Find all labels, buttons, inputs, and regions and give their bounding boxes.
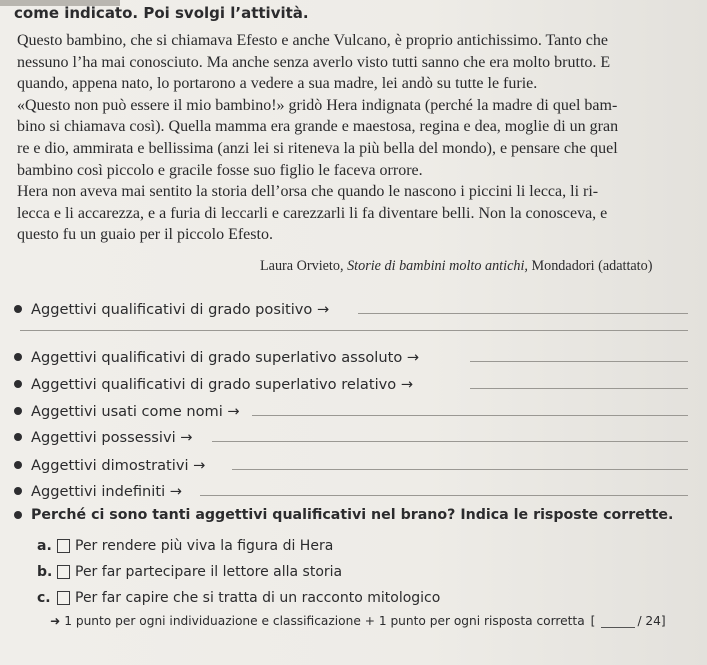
item-label: Aggettivi indefiniti → bbox=[31, 482, 183, 500]
bullet-icon bbox=[14, 305, 22, 313]
option-letter: c. bbox=[37, 590, 51, 606]
passage-line: quando, appena nato, lo portarono a vedere a sua madre, lei andò su tutte le furie. bbox=[17, 75, 538, 93]
passage-line: Hera non aveva mai sentito la storia dell’orsa che quando le nascono i piccini li lecca, li ri- bbox=[17, 183, 599, 201]
passage-line: bambino così piccolo e gracile fosse suo figlio le faceva orrore. bbox=[17, 161, 423, 179]
score-input-line[interactable] bbox=[601, 615, 635, 628]
option-b bbox=[37, 564, 342, 580]
item-absolute-superlative bbox=[14, 346, 419, 368]
item-relative-superlative bbox=[14, 373, 413, 395]
scoring-text: 1 punto per ogni individuazione e classificazione + 1 punto per ogni risposta corretta bbox=[64, 614, 585, 628]
option-text: Per far partecipare il lettore alla storia bbox=[75, 564, 343, 580]
item-positive-grade bbox=[14, 298, 329, 320]
bullet-icon bbox=[14, 380, 22, 388]
answer-line-possessive[interactable] bbox=[212, 441, 688, 442]
option-text: Per far capire che si tratta di un racconto mitologico bbox=[75, 590, 441, 606]
arrow-icon: ➜ bbox=[50, 614, 61, 628]
story-passage bbox=[17, 30, 683, 246]
item-indefinite bbox=[14, 480, 182, 502]
item-used-as-nouns bbox=[14, 400, 240, 422]
source-publisher: Mondadori (adattato) bbox=[531, 258, 653, 274]
option-letter: b. bbox=[37, 564, 53, 580]
passage-line: re e dio, ammirata e bellissima (anzi lei si riteneva la più bella del mondo), e pensare che quel bbox=[17, 139, 618, 157]
answer-line-nouns[interactable] bbox=[252, 415, 688, 416]
bullet-icon bbox=[14, 353, 22, 361]
bullet-icon bbox=[14, 487, 22, 495]
question-why-adjectives bbox=[14, 507, 673, 523]
checkbox-b[interactable] bbox=[57, 565, 70, 579]
passage-line: nessuno l’ha mai conosciuto. Ma anche senza averlo visto tutti sanno che era molto brutto. E bbox=[17, 53, 611, 71]
passage-line: bino si chiamava così). Quella mamma era grande e maestosa, regina e dea, moglie di un gran bbox=[17, 118, 619, 136]
item-demonstrative bbox=[14, 454, 205, 476]
source-citation bbox=[260, 258, 652, 275]
option-letter: a. bbox=[37, 538, 52, 554]
scoring-footer bbox=[50, 614, 666, 628]
answer-line-indefinite[interactable] bbox=[200, 495, 688, 496]
bullet-icon bbox=[14, 511, 22, 519]
option-c bbox=[37, 590, 440, 606]
answer-line-positive[interactable] bbox=[358, 313, 688, 314]
item-possessive bbox=[14, 426, 193, 448]
source-title: Storie di bambini molto antichi, bbox=[347, 258, 528, 274]
score-bracket: [ bbox=[590, 614, 596, 628]
question-text: Perché ci sono tanti aggettivi qualificativi nel brano? Indica le risposte corrette. bbox=[31, 507, 674, 523]
answer-line-positive-2[interactable] bbox=[20, 330, 688, 331]
option-a bbox=[37, 538, 333, 554]
checkbox-a[interactable] bbox=[57, 539, 70, 553]
item-label: Aggettivi qualificativi di grado positivo → bbox=[31, 300, 330, 318]
option-text: Per rendere più viva la figura di Hera bbox=[75, 538, 334, 554]
score-total: / 24] bbox=[637, 614, 666, 628]
checkbox-c[interactable] bbox=[57, 591, 70, 605]
item-label: Aggettivi possessivi → bbox=[31, 428, 193, 446]
bullet-icon bbox=[14, 461, 22, 469]
item-label: Aggettivi usati come nomi → bbox=[31, 402, 240, 420]
passage-line: «Questo non può essere il mio bambino!» gridò Hera indignata (perché la madre di quel bam- bbox=[17, 96, 618, 114]
item-label: Aggettivi dimostrativi → bbox=[31, 456, 206, 474]
source-author: Laura Orvieto, bbox=[260, 258, 344, 274]
passage-line: Questo bambino, che si chiamava Efesto e anche Vulcano, è proprio antichissimo. Tanto che bbox=[17, 32, 608, 49]
item-label: Aggettivi qualificativi di grado superlativo relativo → bbox=[31, 375, 414, 393]
answer-line-demonstrative[interactable] bbox=[232, 469, 688, 470]
passage-line: lecca e li accarezza, e a furia di leccarli e carezzarli li fa diventare belli. Non la conosceva, e bbox=[17, 204, 608, 222]
passage-line: questo fu un guaio per il piccolo Efesto. bbox=[17, 226, 273, 244]
answer-line-relative[interactable] bbox=[470, 388, 688, 389]
item-label: Aggettivi qualificativi di grado superlativo assoluto → bbox=[31, 348, 420, 366]
answer-line-absolute[interactable] bbox=[470, 361, 688, 362]
bullet-icon bbox=[14, 433, 22, 441]
bullet-icon bbox=[14, 407, 22, 415]
exercise-intro: come indicato. Poi svolgi l’attività. bbox=[14, 4, 309, 22]
